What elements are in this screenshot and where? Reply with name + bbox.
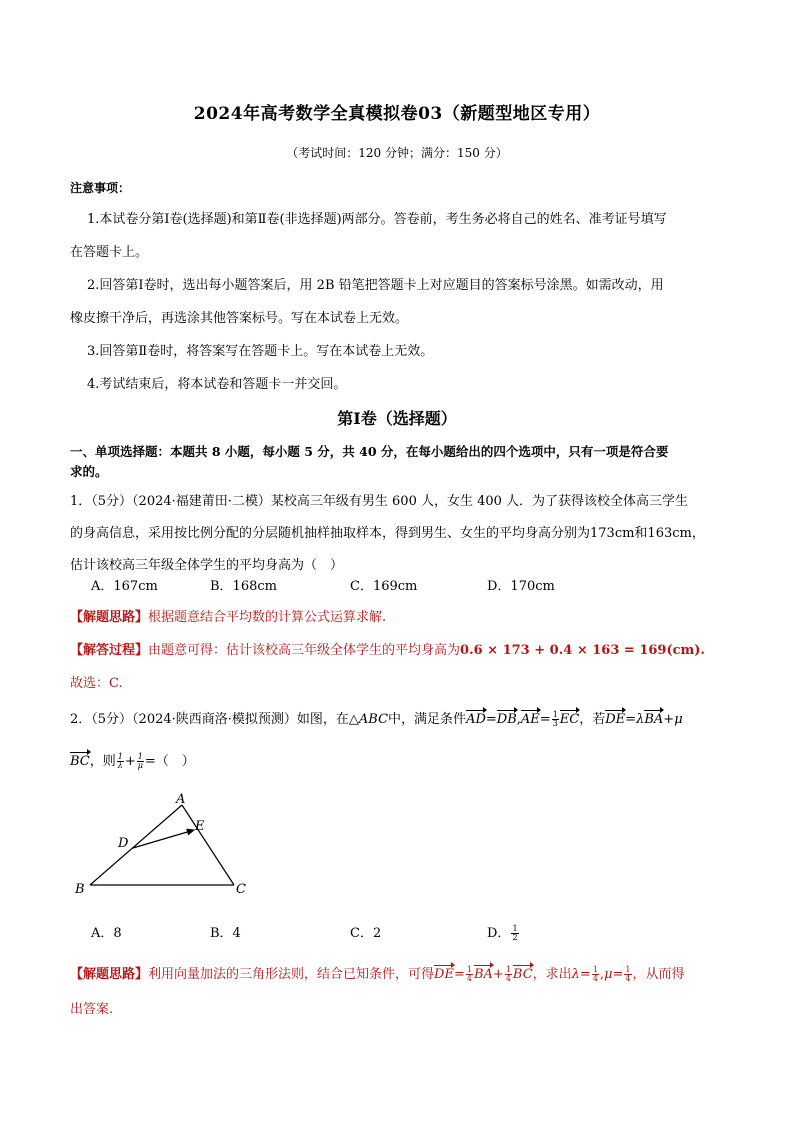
q2-stem-intro: 2．（5分）（2024·陕西商洛·模拟预测）如图，在 [70,712,349,727]
q1-process-formula: 0.6 × 173 + 0.4 × 163 = 169(cm). [460,643,705,658]
q2-option-d [487,924,520,944]
notice-item-1-line-1: 1.本试卷分第Ⅰ卷(选择题)和第Ⅱ卷(非选择题)两部分。答卷前，考生务必将自己的姓名、准考证号填写 [87,212,667,227]
q2-option-d-label: D． [487,926,511,941]
exam-subtitle: （考试时间：120 分钟；满分：150 分） [286,146,508,160]
q1-stem-line-3: 估计该校高三年级全体学生的平均身高为（ ） [70,558,344,573]
q2-eq-3: = [625,712,637,727]
q1-answer: 故选：C. [70,676,123,691]
q2-lambda: λ [636,712,645,727]
q2-vec-ad: AD [466,710,486,730]
q2-frac-1-2: $\frac{1}{2}$ [512,924,518,942]
section-instructions-line-2: 求的。 [70,464,108,479]
q2-stem-condition: 中，满足条件 [388,712,467,727]
notice-item-1-line-2: 在答题卡上。 [70,245,149,260]
q1-option-d: D．170cm [487,579,555,594]
q2-mu: μ [674,712,683,727]
q1-process-tag: 【解答过程】 [70,643,149,658]
q2-stem-then: ，则 [89,754,116,769]
q2-eq-1: = [485,712,497,727]
q2-stem-if: ，若 [579,712,606,727]
q2-hint-frac-1: $\frac{1}{4}$ [466,965,472,983]
q2-vec-ec: EC [560,710,579,730]
q2-hint: 【解题思路】利用向量加法的三角形法则，结合已知条件，可得DE= $\frac{1}{4}$ BA+ $\frac{1}{4}$ BC，求出λ= $\frac{1}{4}$ ,μ= $\frac{1}{4}$ ，从而得 [70,965,685,983]
label-c: C [236,882,246,897]
label-a: A [176,792,186,807]
q2-vec-ae: AE [521,710,540,730]
q2-hint-frac-4: $\frac{1}{4}$ [625,965,631,983]
notice-item-4: 4.考试结束后，将本试卷和答题卡一并交回。 [87,377,347,392]
triangle-side-ab [90,805,182,885]
q2-vec-db: DB [497,710,517,730]
page-title: 2024年高考数学全真模拟卷03（新题型地区专用） [193,104,601,124]
q2-hint-vec-ba: BA [474,965,493,985]
q2-hint-vec-bc: BC [513,965,533,985]
q2-stem-line-2 [70,752,730,772]
q1-hint-tag: 【解题思路】 [70,610,149,625]
q2-vec-bc: BC [70,752,90,772]
q2-comma: , [516,712,521,727]
q1-process [70,641,730,661]
label-b: B [75,882,85,897]
q1-hint-text: 根据题意结合平均数的计算公式运算求解. [148,610,387,625]
q2-hint-text-b: ，求出 [532,967,572,982]
q2-plus: + [663,712,675,727]
q1-option-c: C．169cm [350,579,418,594]
q2-hint-text-c: ，从而得 [632,967,685,982]
notice-heading: 注意事项： [70,181,131,195]
q2-frac-1-3: $\frac{1}{3}$ [552,710,558,728]
q2-hint-vec-de: DE [434,965,454,985]
q2-triangle: △ABC [348,712,389,727]
q2-stem-line-1 [70,710,730,730]
q2-frac-1-lambda: $\frac{1}{\lambda}$ [117,752,123,770]
q1-option-a: A．167cm [91,579,158,594]
q2-vec-de: DE [605,710,625,730]
q1-process-text: 由题意可得：估计该校高三年级全体学生的平均身高为 [148,643,461,658]
q2-option-b: B．4 [210,926,241,941]
q2-vec-ba: BA [644,710,663,730]
q2-hint-frac-2: $\frac{1}{4}$ [505,965,511,983]
q2-option-c: C．2 [350,926,382,941]
q2-hint-text-a: 利用向量加法的三角形法则，结合已知条件，可得 [148,967,435,982]
section-title: 第Ⅰ卷（选择题） [337,409,457,428]
q2-option-a: A．8 [91,926,122,941]
label-e: E [195,819,205,834]
q2-plus-2: + [124,754,136,769]
q2-hint-line-2: 出答案. [70,1002,114,1017]
section-instructions-line-1: 一、单项选择题：本题共 8 小题，每小题 5 分，共 40 分，在每小题给出的四个选项中，只有一项是符合要 [70,444,669,459]
q2-hint-tag: 【解题思路】 [70,967,149,982]
q2-eq-2: = [539,712,551,727]
notice-item-2-line-2: 橡皮擦干净后，再选涂其他答案标号。写在本试卷上无效。 [70,311,409,326]
notice-item-2-line-1: 2.回答第Ⅰ卷时，选出每小题答案后，用 2B 铅笔把答题卡上对应题目的答案标号涂黑。如需改动，用 [87,278,664,293]
q2-hint-frac-3: $\frac{1}{4}$ [592,965,598,983]
q1-stem-line-2: 的身高信息，采用按比例分配的分层随机抽样抽取样本，得到男生、女生的平均身高分别为173cm和163cm， [70,526,705,541]
label-d: D [118,836,129,851]
q1-hint [70,608,730,628]
q1-option-b: B．168cm [210,579,277,594]
triangle-side-ac [182,805,234,885]
q2-frac-1-mu: $\frac{1}{\mu}$ [137,752,143,770]
q2-stem-ask: =（ ） [144,754,195,769]
q2-triangle-figure [70,790,260,905]
q1-stem-line-1: 1．（5分）（2024·福建莆田·二模）某校高三年级有男生 600 人，女生 400 人．为了获得该校全体高三学生 [70,494,689,509]
notice-item-3: 3.回答第Ⅱ卷时，将答案写在答题卡上。写在本试卷上无效。 [87,344,434,359]
